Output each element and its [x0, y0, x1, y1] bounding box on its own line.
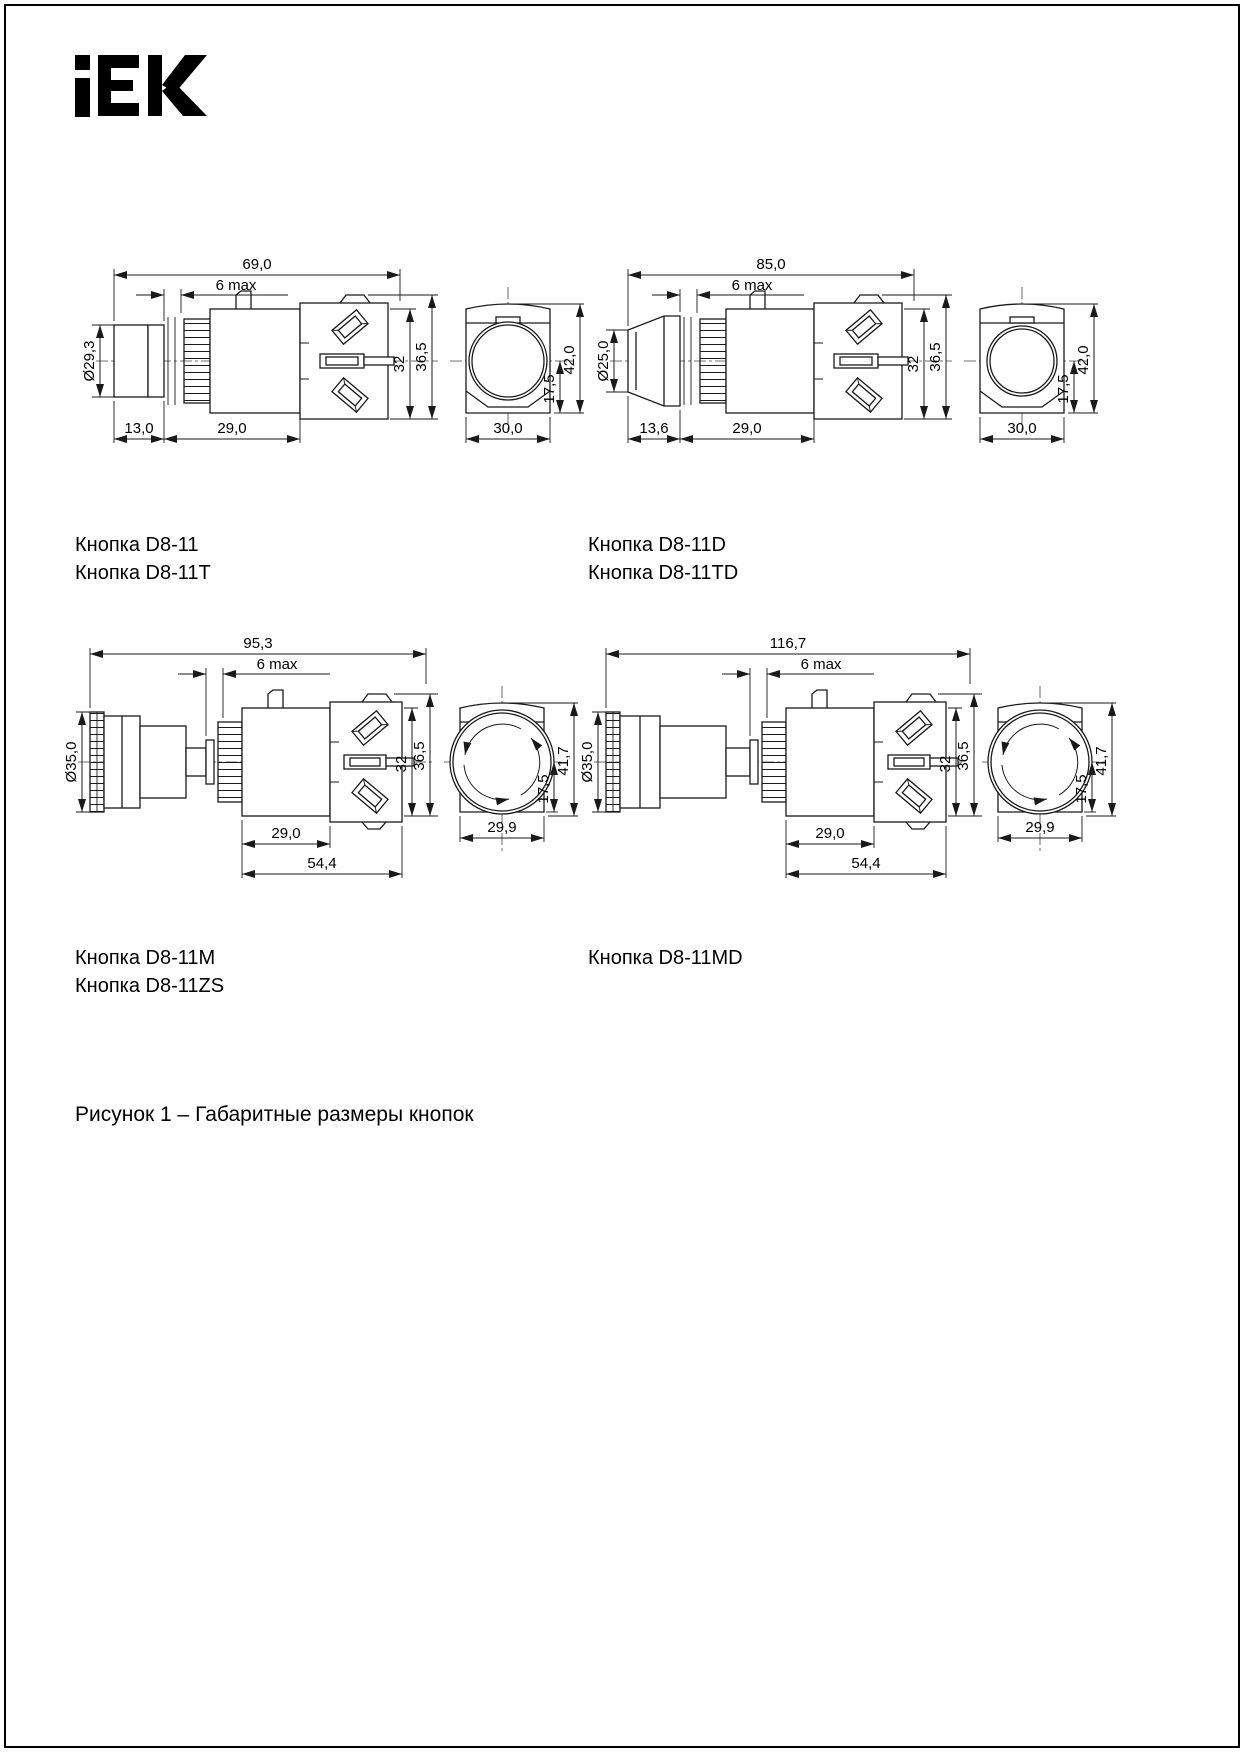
dim-block-height: 32 — [391, 355, 408, 373]
iek-logo — [73, 54, 209, 118]
dim-cap-length: 13,0 — [124, 420, 154, 437]
side-view — [579, 635, 982, 878]
label-d8-11 — [75, 531, 211, 587]
dim-body-length: 29,0 — [815, 825, 845, 842]
side-view — [595, 256, 952, 443]
drawing-d8-11d — [592, 243, 1102, 498]
drawing-d8-11md — [578, 612, 1123, 912]
dim-panel-max: 6 max — [215, 277, 257, 294]
dim-panel-max: 6 max — [256, 656, 298, 673]
dim-cap-length: 13,6 — [639, 420, 669, 437]
label-d8-11d — [588, 531, 738, 587]
label-d8-11md — [588, 944, 743, 972]
dim-body-length: 29,0 — [271, 825, 301, 842]
dim-block-height-total: 36,5 — [411, 741, 428, 771]
dim-front-height: 41,7 — [1093, 746, 1110, 776]
label-line: Кнопка D8-11M — [75, 947, 216, 969]
label-d8-11m — [75, 944, 224, 1000]
dim-front-lower-height: 17,5 — [1055, 374, 1072, 404]
dim-diameter: Ø29,3 — [81, 340, 98, 382]
dim-overall: 95,3 — [243, 635, 273, 652]
label-line: Кнопка D8-11T — [75, 562, 211, 584]
dim-front-width: 29,9 — [487, 819, 517, 836]
dim-front-width: 30,0 — [493, 420, 523, 437]
dim-body-block-length: 54,4 — [307, 855, 337, 872]
dim-block-height: 32 — [393, 755, 410, 773]
dim-block-height-total: 36,5 — [927, 342, 944, 372]
figure-caption: Рисунок 1 – Габаритные размеры кнопок — [75, 1103, 474, 1126]
side-view — [81, 256, 438, 443]
dim-panel-max: 6 max — [800, 656, 842, 673]
label-line: Кнопка D8-11MD — [588, 947, 743, 969]
dim-front-lower-height: 17,5 — [1073, 774, 1090, 804]
dim-block-height-total: 36,5 — [955, 741, 972, 771]
dim-block-height: 32 — [937, 755, 954, 773]
dim-front-height: 42,0 — [561, 345, 578, 375]
label-line: Кнопка D8-11 — [75, 534, 199, 556]
front-view — [450, 287, 584, 443]
dim-diameter: Ø35,0 — [63, 741, 80, 783]
front-view — [444, 686, 578, 852]
front-view — [964, 287, 1098, 443]
dim-front-lower-height: 17,5 — [535, 774, 552, 804]
dim-diameter: Ø25,0 — [595, 340, 612, 382]
dim-body-block-length: 54,4 — [851, 855, 881, 872]
dim-overall: 69,0 — [242, 256, 272, 273]
dim-overall: 116,7 — [769, 635, 807, 652]
dim-overall: 85,0 — [756, 256, 786, 273]
side-view — [63, 635, 438, 878]
dim-front-height: 41,7 — [555, 746, 572, 776]
dim-body-length: 29,0 — [732, 420, 762, 437]
drawing-d8-11 — [78, 243, 588, 498]
drawing-d8-11m — [62, 612, 582, 912]
label-line: Кнопка D8-11ZS — [75, 975, 225, 997]
label-line: Кнопка D8-11TD — [588, 562, 739, 584]
dim-block-height-total: 36,5 — [413, 342, 430, 372]
front-view — [982, 686, 1116, 852]
dim-front-width: 29,9 — [1025, 819, 1055, 836]
dim-block-height: 32 — [905, 355, 922, 373]
dim-diameter: Ø35,0 — [579, 741, 596, 783]
dim-front-lower-height: 17,5 — [541, 374, 558, 404]
dim-front-height: 42,0 — [1075, 345, 1092, 375]
label-line: Кнопка D8-11D — [588, 534, 726, 556]
dim-body-length: 29,0 — [217, 420, 247, 437]
dim-front-width: 30,0 — [1007, 420, 1037, 437]
dim-panel-max: 6 max — [731, 277, 773, 294]
